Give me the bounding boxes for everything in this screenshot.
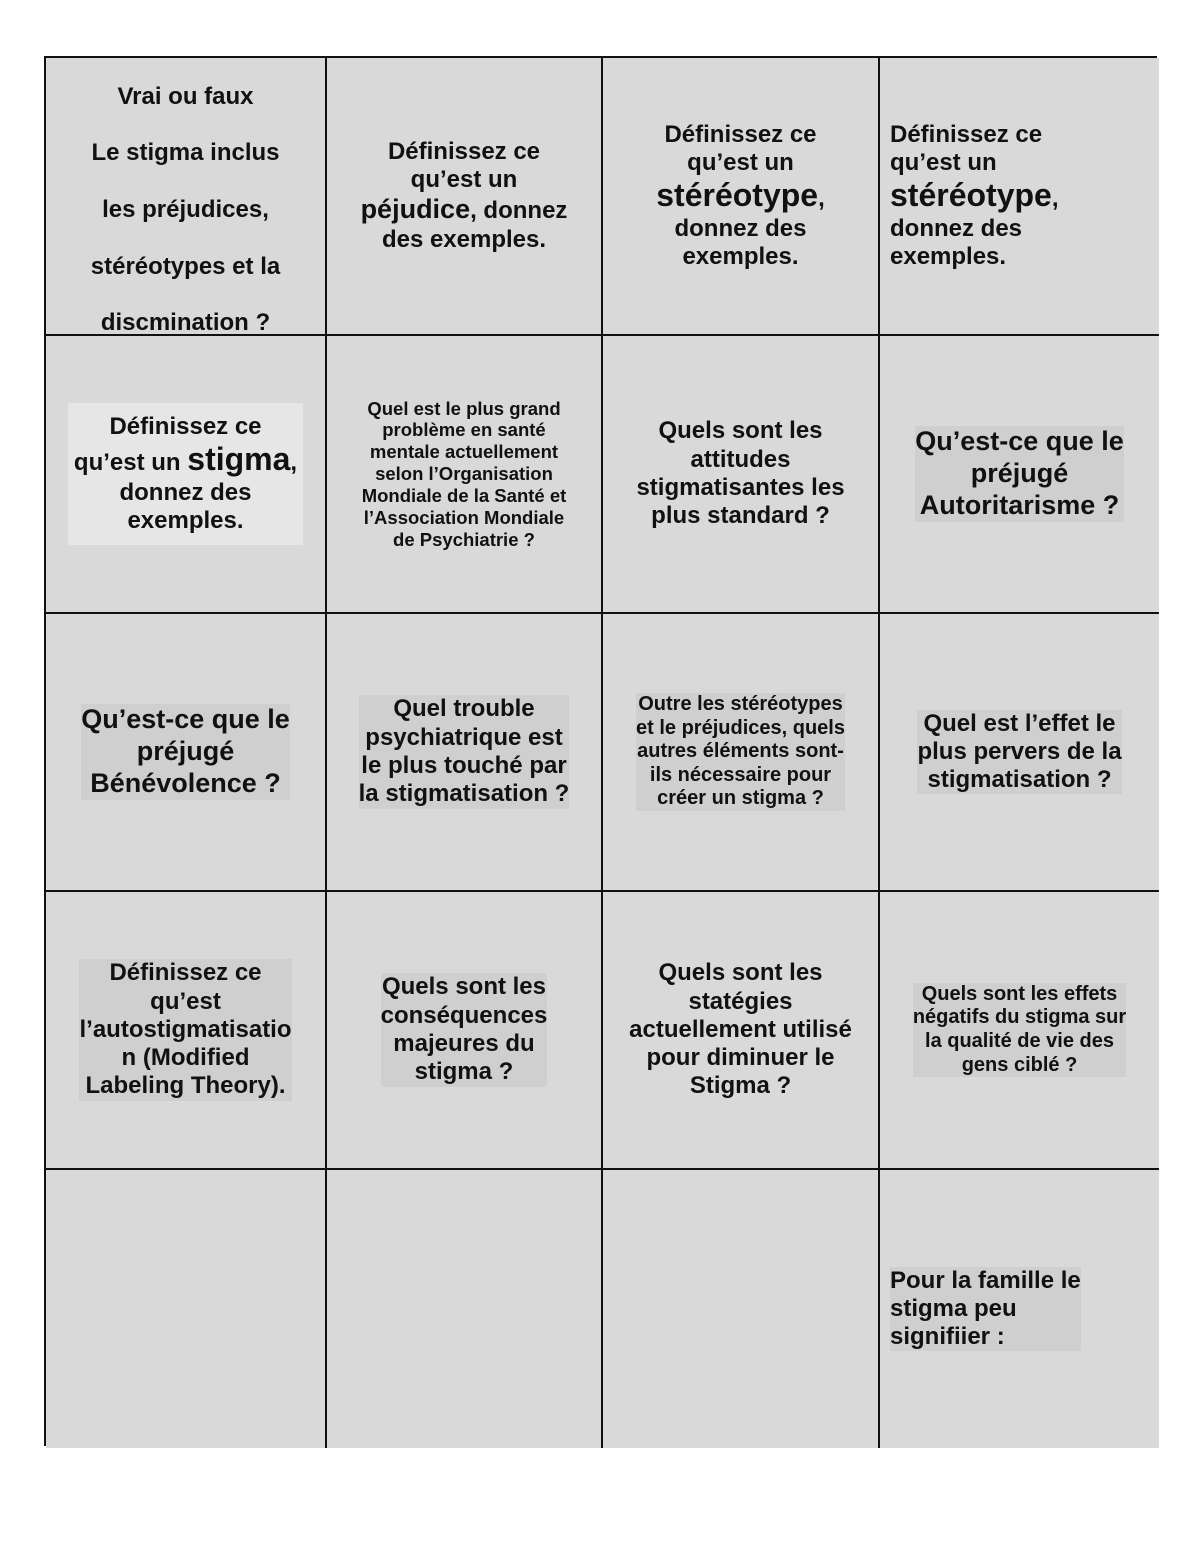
card-text: Outre les stéréotypes et le préjudices, quels autres éléments sont- ils nécessaire pour créer un stigma ? [636,693,845,810]
card-text-after: , donnez des exemples. [119,448,298,535]
card-text: Définissez ce qu’est l’autostigmatisatio n (Modified Labeling Theory). [79,959,292,1100]
card-text [68,403,303,546]
card-emphasis: stigma [187,440,291,477]
card-text-after: , donnez des exemples. [674,185,825,271]
card-r1c3 [603,58,880,336]
card-text: Qu’est-ce que le préjugé Bénévolence ? [81,704,290,798]
card-text: Pour la famille le stigma peu signifiier : [890,1266,1081,1351]
card-text [361,138,568,255]
card-grid [44,56,1157,1446]
card-r5c3-empty [603,1170,880,1448]
card-text: Quels sont les statégies actuellement utilisé pour diminuer le Stigma ? [629,959,852,1100]
card-line: les préjudices, [102,196,269,223]
card-r4c4 [880,892,1159,1170]
card-emphasis: stéréotype [890,177,1052,214]
card-r2c2 [327,336,603,614]
card-r3c2 [327,614,603,892]
card-text: Quel trouble psychiatrique est le plus touché par la stigmatisation ? [358,695,570,808]
card-r2c1 [46,336,327,614]
card-line: Le stigma inclus [91,139,280,167]
card-r4c3 [603,892,880,1170]
card-r4c1 [46,892,327,1170]
card-line: Vrai ou faux [117,82,254,110]
card-emphasis: péjudice [360,194,471,225]
card-text-after: , donnez des exemples. [890,185,1059,271]
card-text: Quel est le plus grand problème en santé mentale actuellement selon l’Organisation Mondiale de la Santé et l’Association Mondiale de Psychiatrie ? [361,397,567,550]
card-r5c1-empty [46,1170,327,1448]
card-text [91,58,280,336]
card-text-before: Définissez ce qu’est un [387,137,541,193]
card-text: Quels sont les conséquences majeures du stigma ? [380,973,548,1086]
card-text: Quels sont les effets négatifs du stigma sur la qualité de vie des gens ciblé ? [912,982,1127,1076]
card-text-before: Définissez ce qu’est un [73,412,262,476]
card-r1c4 [880,58,1159,336]
card-text: Quel est l’effet le plus pervers de la stigmatisation ? [917,709,1122,794]
card-r2c3 [603,336,880,614]
card-line: discmination ? [100,309,271,336]
card-r3c4 [880,614,1159,892]
card-text: Quels sont les attitudes stigmatisantes les plus standard ? [636,417,845,530]
card-text-before: Définissez ce qu’est un [664,120,817,176]
card-text [890,121,1059,272]
card-r3c1 [46,614,327,892]
card-emphasis: stéréotype [656,177,819,214]
card-text-after: , donnez des exemples. [381,197,568,254]
card-r1c2 [327,58,603,336]
card-r1c1 [46,58,327,336]
card-r5c2-empty [327,1170,603,1448]
card-r4c2 [327,892,603,1170]
card-r3c3 [603,614,880,892]
card-text: Qu’est-ce que le préjugé Autoritarisme ? [915,426,1124,520]
card-r2c4 [880,336,1159,614]
card-r5c4 [880,1170,1159,1448]
card-line: stéréotypes et la [90,252,281,280]
card-text [656,121,825,272]
card-text-before: Définissez ce qu’est un [890,120,1043,176]
